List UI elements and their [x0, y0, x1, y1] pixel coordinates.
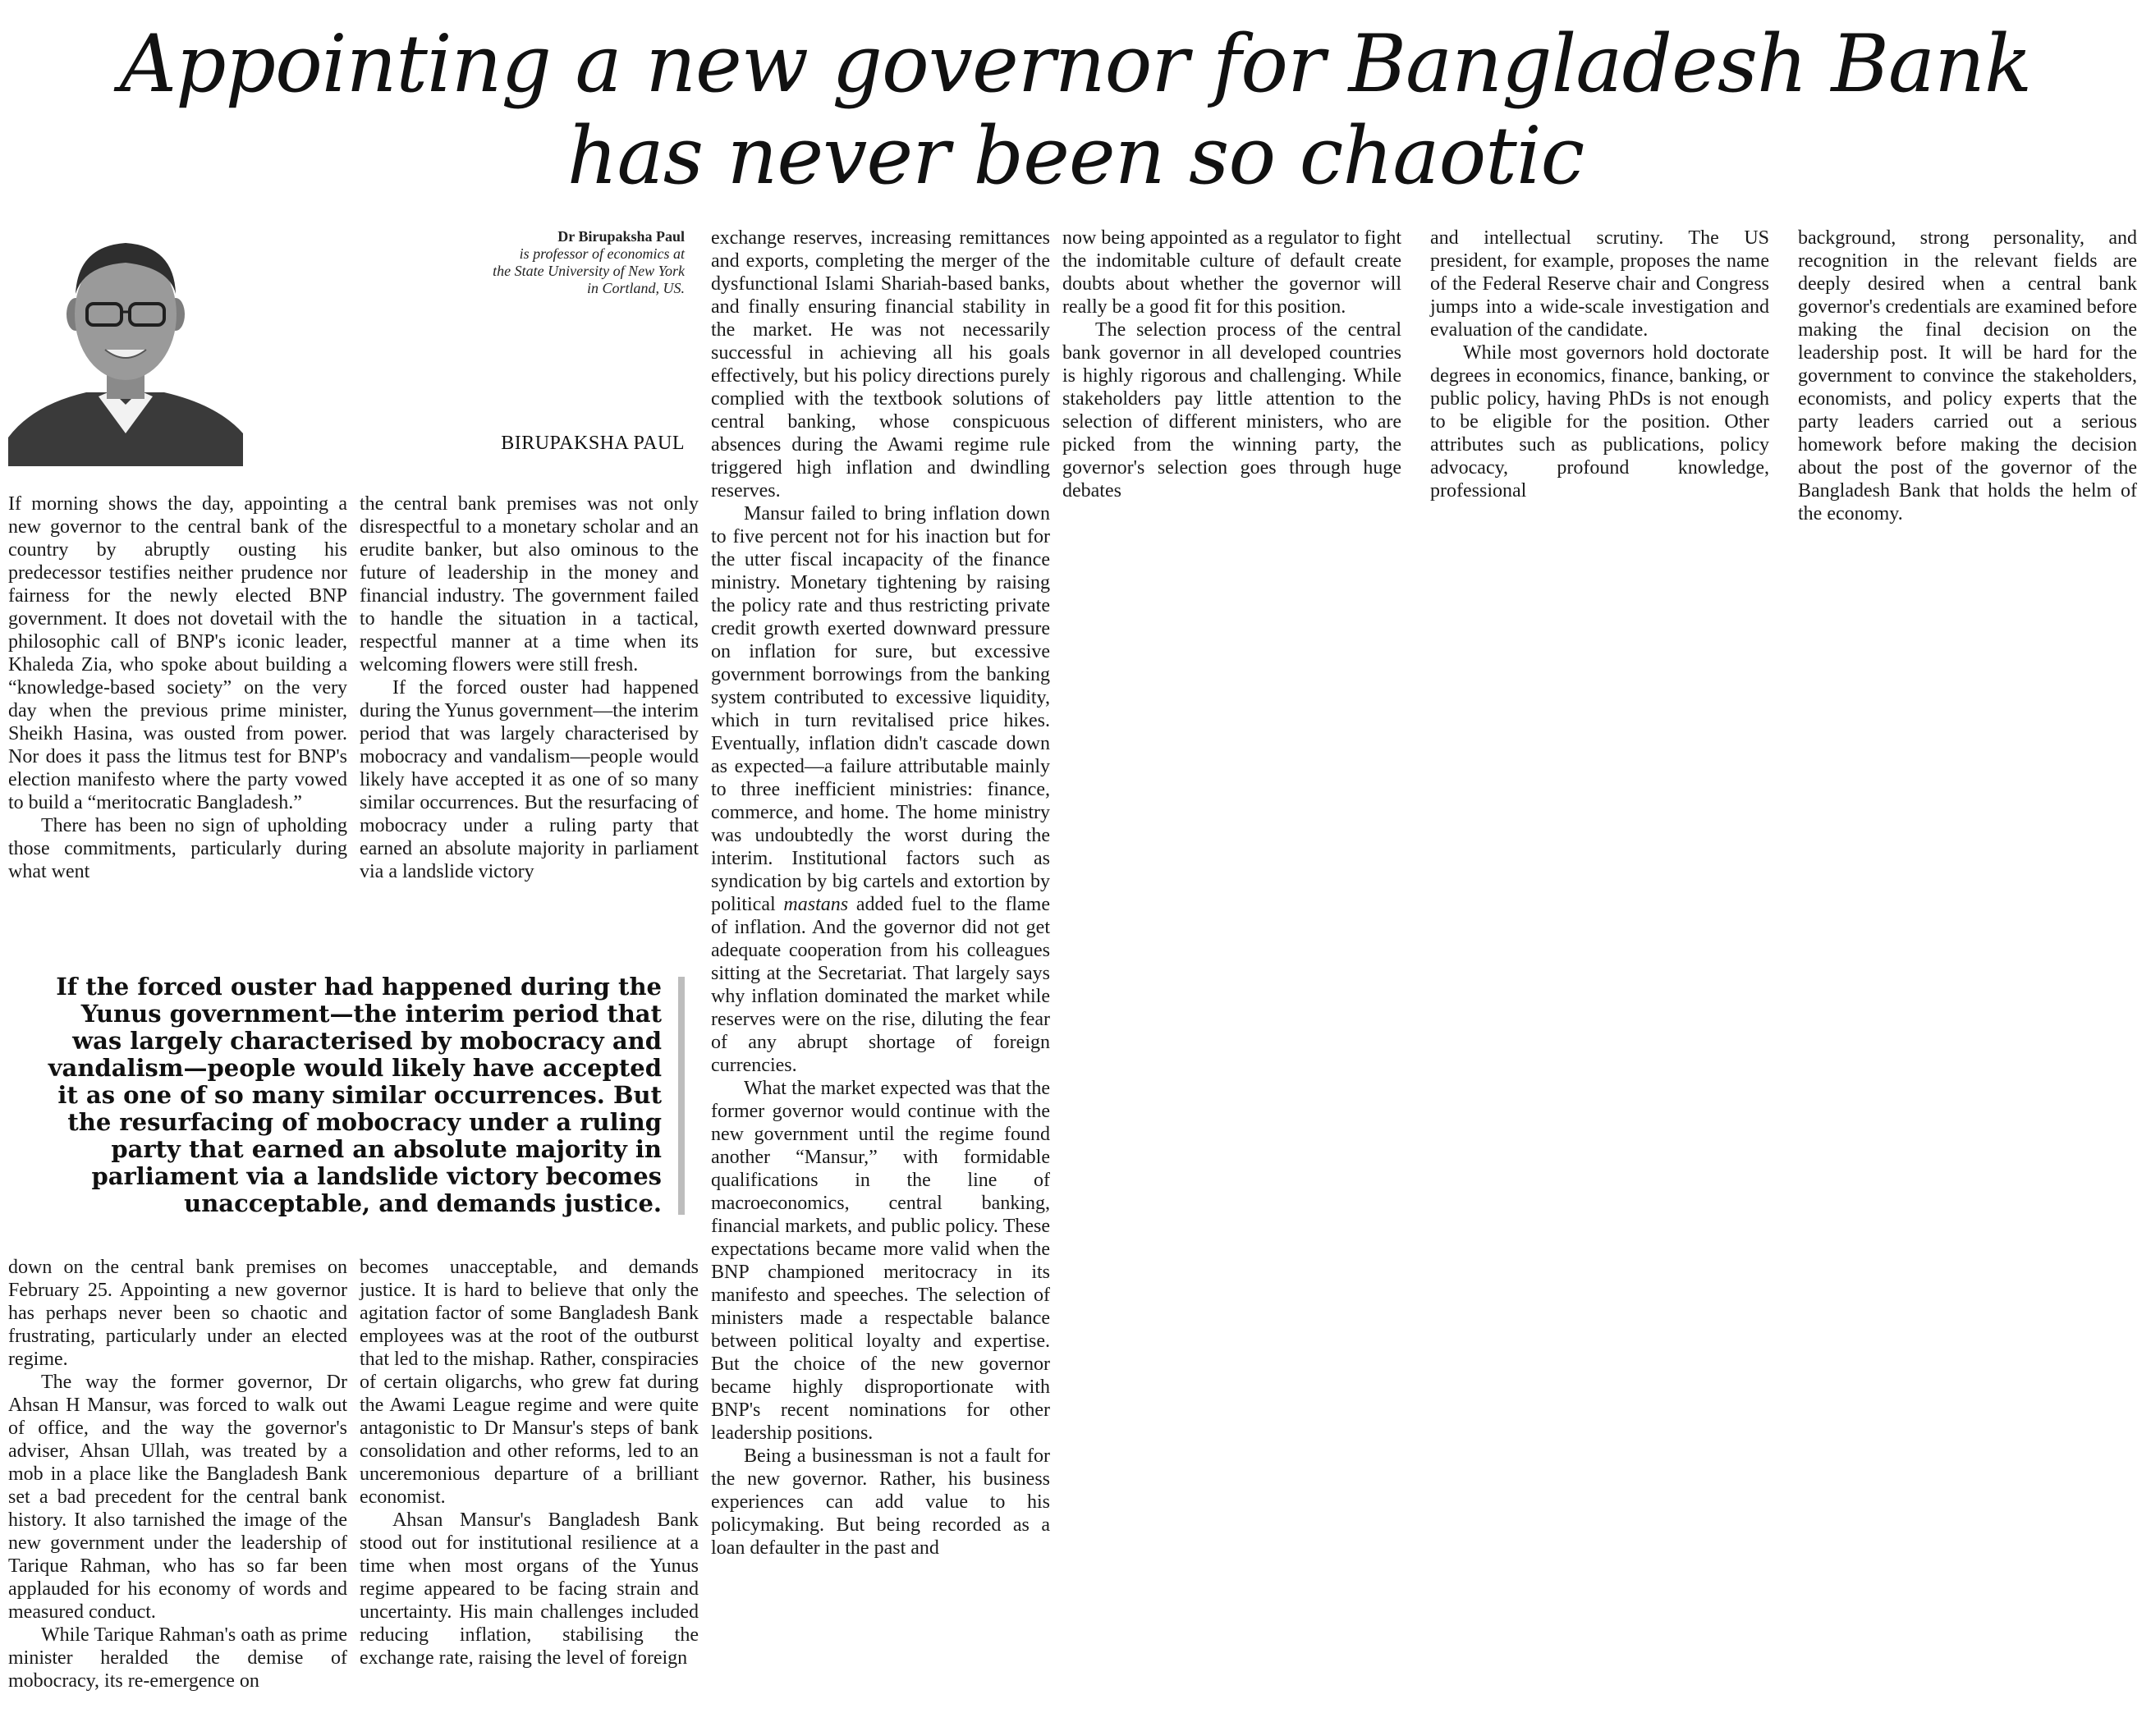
headline	[0, 18, 2151, 202]
italic-term: mastans	[783, 894, 849, 915]
paragraph: Being a businessman is not a fault for the new governor. Rather, his business experiences can add value to his policymaking. But being recorded as a loan defaulter in the past and	[711, 1445, 1050, 1559]
text-run: added fuel to the flame of inflation. And the governor did not get adequate cooperation from his colleagues sitting at the Secretariat. That largely says why inflation dominated the market while reserves were on the rise, diluting the fear of any abrupt shortage of foreign currencies.	[711, 894, 1050, 1076]
column-1-bottom	[8, 1256, 347, 1692]
paragraph: now being appointed as a regulator to fight the indomitable culture of default create doubts about whether the governor will really be a good fit for this position.	[1062, 227, 1401, 318]
author-note-name: Dr Birupaksha Paul	[557, 228, 685, 245]
paragraph: Ahsan Mansur's Bangladesh Bank stood out for institutional resilience at a time when most organs of the Yunus regime appeared to be facing strain and uncertainty. His main challenges included reducing inflation, stabilising the exchange rate, raising the level of foreign	[360, 1509, 699, 1669]
author-note	[427, 228, 685, 297]
paragraph: the central bank premises was not only disrespectful to a monetary scholar and an erudite banker, but also ominous to the future of leadership in the money and financial industry. The government failed to handle the situation in a tactical, respectful manner at a time when its welcoming flowers were still fresh.	[360, 493, 699, 676]
column-2-top	[360, 492, 699, 883]
paragraph: The selection process of the central bank governor in all developed countries is highly rigorous and challenging. While stakeholders pay little attention to the selection of different ministers, who are picked from the winning party, the governor's selection goes through huge debates	[1062, 319, 1401, 502]
column-6	[1798, 227, 2137, 525]
author-note-line-3: in Cortland, US.	[586, 280, 685, 296]
paragraph: The way the former governor, Dr Ahsan H Mansur, was forced to walk out of office, and the way the governor's adviser, Ahsan Ullah, was treated by a mob in a place like the Bangladesh Bank set a bad precedent for the central bank history. It also tarnished the image of the new government under the leadership of Tarique Rahman, who has so far been applauded for his economy of words and measured conduct.	[8, 1372, 347, 1623]
headline-line-1: Appointing a new governor for Bangladesh Bank	[119, 18, 2032, 110]
paragraph: There has been no sign of upholding those commitments, particularly during what went	[8, 815, 347, 882]
text-run: Mansur failed to bring inflation down to five percent not for his inaction but for the utter fiscal incapacity of the finance ministry. Monetary tightening by raising the policy rate and thus restricting private credit growth exerted downward pressure on inflation for sure, but excessive government borrowings from the banking system contributed to excessive liquidity, which in turn revitalised price hikes. Eventually, inflation didn't cascade down as expected—a failure attributable mainly to three inefficient ministries: finance, commerce, and home. The home ministry was undoubtedly the worst during the interim. Institutional factors such as syndication by big cartels and extortion by political	[711, 503, 1050, 915]
paragraph	[711, 502, 1050, 1077]
pull-quote: If the forced ouster had happened during the Yunus government—the interim period that was largely characterised by mobocracy and vandalism—people would likely have accepted it as one of so many similar occurrences. But the resurfacing of mobocracy under a ruling party that earned an absolute majority in parliament via a landslide victory becomes unacceptable, and demands justice.	[48, 973, 662, 1217]
byline: BIRUPAKSHA PAUL	[501, 433, 685, 454]
column-1-top	[8, 492, 347, 883]
pull-quote-bar	[678, 977, 685, 1215]
author-note-line-2: the State University of New York	[493, 263, 685, 279]
paragraph: If morning shows the day, appointing a new governor to the central bank of the country by abruptly ousting his predecessor testifies neither prudence nor fairness for the newly elected BNP government. It does not dovetail with the philosophic call of BNP's iconic leader, Khaleda Zia, who spoke about building a “knowledge-based society” on the very day when the previous prime minister, Sheikh Hasina, was ousted from power. Nor does it pass the litmus test for BNP's election manifesto where the party vowed to build a “meritocratic Bangladesh.”	[8, 493, 347, 813]
column-4	[1062, 227, 1401, 502]
paragraph: What the market expected was that the former governor would continue with the new government until the regime found another “Mansur,” with formidable qualifications in the line of macroeconomics, central banking, financial markets, and public policy. These expectations became more valid when the BNP championed meritocracy in its manifesto and speeches. The selection of ministers made a respectable balance between political loyalty and expertise. But the choice of the new governor became highly disproportionate with BNP's recent nominations for other leadership positions.	[711, 1078, 1050, 1444]
paragraph: While most governors hold doctorate degrees in economics, finance, banking, or public policy, having PhDs is not enough to be eligible for the position. Other attributes such as publications, policy advocacy, profound knowledge, professional	[1430, 342, 1769, 502]
paragraph: becomes unacceptable, and demands justice. It is hard to believe that only the agitation factor of some Bangladesh Bank employees was at the root of the outburst that led to the mishap. Rather, conspiracies of certain oligarchs, who grew fat during the Awami League regime and were quite antagonistic to Dr Mansur's steps of bank consolidation and other reforms, led to an unceremonious departure of a brilliant economist.	[360, 1257, 699, 1508]
author-note-line-1: is professor of economics at	[519, 245, 685, 262]
author-photo	[8, 228, 243, 466]
paragraph: If the forced ouster had happened during the Yunus government—the interim period that was largely characterised by mobocracy and vandalism—people would likely have accepted it as one of so many similar occurrences. But the resurfacing of mobocracy under a ruling party that earned an absolute majority in parliament via a landslide victory	[360, 677, 699, 882]
paragraph: While Tarique Rahman's oath as prime minister heralded the demise of mobocracy, its re-emergence on	[8, 1624, 347, 1692]
paragraph: and intellectual scrutiny. The US president, for example, proposes the name of the Federal Reserve chair and Congress jumps into a wide-scale investigation and evaluation of the candidate.	[1430, 227, 1769, 341]
paragraph: exchange reserves, increasing remittances and exports, completing the merger of the dysfunctional Islami Shariah-based banks, and finally ensuring financial stability in the market. He was not necessarily successful in achieving all his goals effectively, but his policy directions purely complied with the textbook solutions of central banking, whose conspicuous absences during the Awami regime rule triggered high inflation and dwindling reserves.	[711, 227, 1050, 502]
paragraph: down on the central bank premises on February 25. Appointing a new governor has perhaps never been so chaotic and frustrating, particularly under an elected regime.	[8, 1257, 347, 1370]
column-3	[711, 227, 1050, 1560]
column-2-bottom	[360, 1256, 699, 1670]
paragraph: background, strong personality, and recognition in the relevant fields are deeply desired when a central bank governor's credentials are examined before making the final decision on the leadership post. It will be hard for the government to convince the stakeholders, economists, and policy experts that the party leaders carried out a serious homework before making the decision about the post of the governor of the Bangladesh Bank that holds the helm of the economy.	[1798, 227, 2137, 524]
headline-line-2: has never been so chaotic	[566, 110, 1585, 202]
column-5	[1430, 227, 1769, 502]
